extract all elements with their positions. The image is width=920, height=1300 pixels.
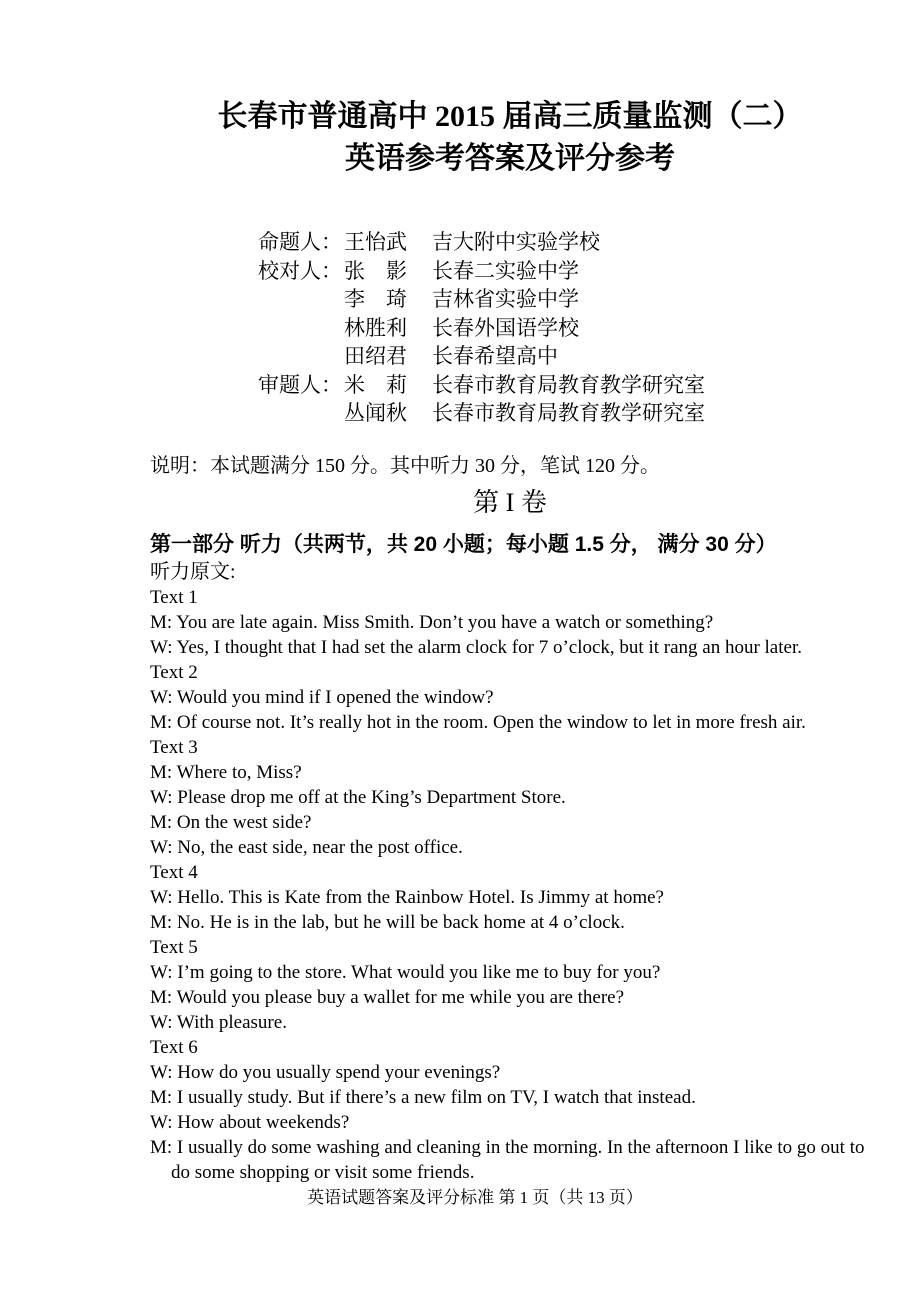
volume-heading: 第 I 卷 <box>473 487 547 517</box>
credit-person-name: 米 莉 <box>344 373 407 397</box>
credits-block <box>150 229 870 429</box>
credit-person-school: 长春希望高中 <box>432 345 558 368</box>
credit-person-school: 长春市教育局教育教学研究室 <box>432 373 705 397</box>
transcript-line: M: Would you please buy a wallet for me while you are there? <box>150 986 625 1008</box>
credit-row <box>258 343 870 372</box>
credit-person-school: 长春外国语学校 <box>432 316 579 340</box>
transcript-line: W: How do you usually spend your evenings? <box>150 1061 501 1083</box>
credit-person-school: 吉林省实验中学 <box>432 288 579 311</box>
transcript-line: M: You are late again. Miss Smith. Don’t you have a watch or something? <box>150 611 714 633</box>
credit-role-label: 命题人： <box>258 231 342 254</box>
transcript-line: Text 2 <box>150 661 198 683</box>
transcript-label: 听力原文: <box>150 560 236 583</box>
credit-row <box>258 372 870 401</box>
credit-person-name: 林胜利 <box>344 316 407 340</box>
transcript-line: W: With pleasure. <box>150 1011 287 1033</box>
transcript-line: M: No. He is in the lab, but he will be back home at 4 o’clock. <box>150 911 625 933</box>
transcript-line: Text 3 <box>150 736 198 758</box>
credit-person-name: 王怡武 <box>344 231 407 254</box>
credit-role-label: 校对人： <box>258 259 342 283</box>
title-line-2: 英语参考答案及评分参考 <box>345 142 675 175</box>
document-title <box>150 0 870 180</box>
credit-person-name: 李 琦 <box>344 288 407 311</box>
credit-person-school: 长春市教育局教育教学研究室 <box>432 402 705 425</box>
transcript-line: M: Where to, Miss? <box>150 761 302 783</box>
transcript-line: W: Please drop me off at the King’s Department Store. <box>150 786 566 808</box>
credit-person-name: 张 影 <box>344 259 407 283</box>
transcript-line: Text 5 <box>150 936 198 958</box>
transcript-line: M: On the west side? <box>150 811 312 833</box>
exam-note: 说明：本试题满分 150 分。其中听力 30 分，笔试 120 分。 <box>150 454 660 477</box>
transcript-line: W: Would you mind if I opened the window? <box>150 686 494 708</box>
credit-row <box>258 315 870 344</box>
credit-role-label: 审题人： <box>258 373 342 397</box>
transcript-line: Text 4 <box>150 861 198 883</box>
credit-person-name: 田绍君 <box>344 345 407 368</box>
credit-person-school: 长春二实验中学 <box>432 259 579 283</box>
transcript-line: W: I’m going to the store. What would you like me to buy for you? <box>150 961 661 983</box>
transcript-line: do some shopping or visit some friends. <box>171 1161 475 1183</box>
document-content <box>150 0 870 1185</box>
transcript-block <box>150 585 870 1185</box>
transcript-line: W: Hello. This is Kate from the Rainbow Hotel. Is Jimmy at home? <box>150 886 664 908</box>
transcript-line: M: I usually study. But if there’s a new film on TV, I watch that instead. <box>150 1086 696 1108</box>
credit-person-school: 吉大附中实验学校 <box>432 231 600 254</box>
transcript-line: W: How about weekends? <box>150 1111 350 1133</box>
credit-person-name: 丛闻秋 <box>344 402 407 425</box>
credit-row <box>258 229 870 258</box>
credit-row <box>258 258 870 287</box>
transcript-line: Text 1 <box>150 586 198 608</box>
page-footer: 英语试题答案及评分标准 第 1 页（共 13 页） <box>307 1188 643 1207</box>
title-line-1: 长春市普通高中 2015 届高三质量监测（二） <box>217 100 803 133</box>
transcript-line: Text 6 <box>150 1036 198 1058</box>
credit-row <box>258 286 870 315</box>
transcript-line: M: Of course not. It’s really hot in the room. Open the window to let in more fresh air. <box>150 711 806 733</box>
transcript-line: W: No, the east side, near the post office. <box>150 836 463 858</box>
credit-row <box>258 400 870 429</box>
transcript-line: W: Yes, I thought that I had set the alarm clock for 7 o’clock, but it rang an hour later. <box>150 636 802 658</box>
section1-heading: 第一部分 听力（共两节，共 20 小题；每小题 1.5 分， 满分 30 分） <box>150 532 777 556</box>
transcript-line: M: I usually do some washing and cleaning in the morning. In the afternoon I like to go out to <box>150 1136 865 1158</box>
